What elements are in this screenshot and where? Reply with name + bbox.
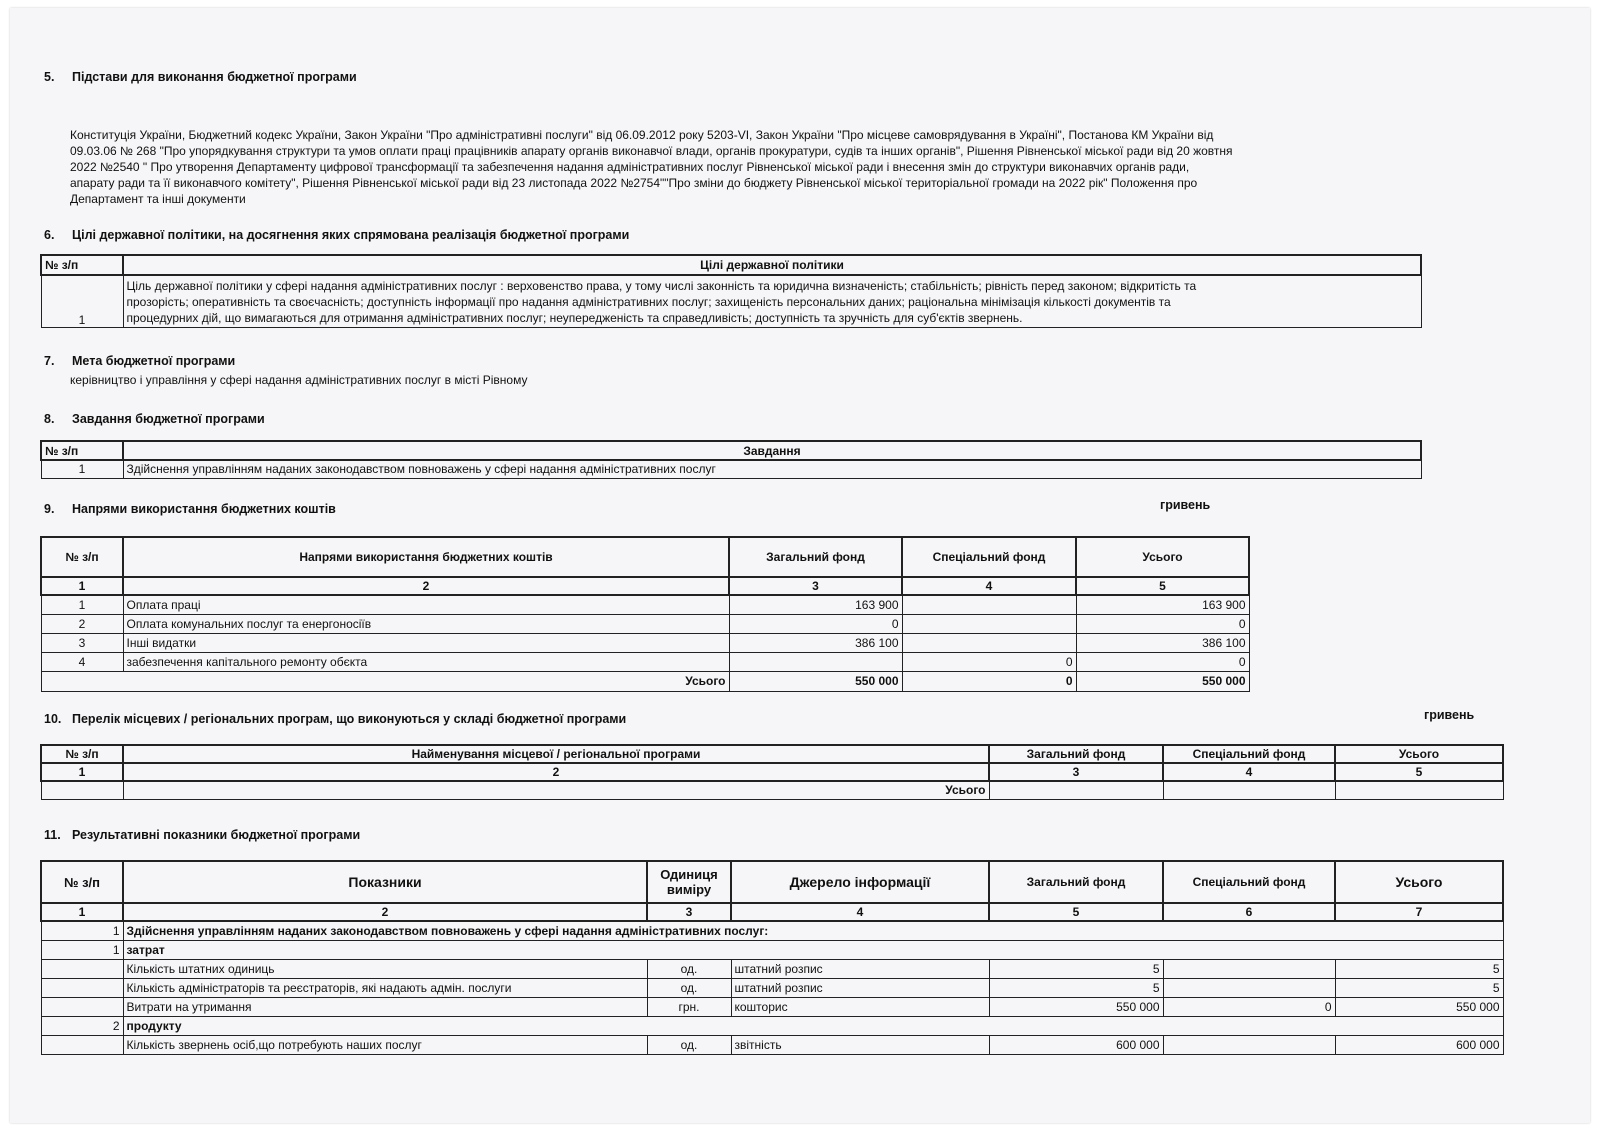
col-number: 3 <box>729 577 902 595</box>
col-number: 2 <box>123 577 729 595</box>
col-number: 6 <box>1163 903 1335 921</box>
col-number: 1 <box>41 577 123 595</box>
col-header-num: № з/п <box>41 255 123 275</box>
total-row: Усього 550 000 0 550 000 <box>41 671 1249 691</box>
col-header: № з/п <box>41 537 123 577</box>
document-page <box>10 8 1590 1123</box>
col-header: № з/п <box>41 745 123 763</box>
text-line: Департамент та інші документи <box>70 192 246 206</box>
section-10-unit: гривень <box>1424 708 1475 722</box>
table-row: 1 Оплата праці 163 900 163 900 <box>41 595 1249 614</box>
col-number: 4 <box>731 903 989 921</box>
tasks-table <box>40 440 1422 479</box>
col-number: 2 <box>123 763 989 781</box>
section-5-text <box>70 127 1470 207</box>
col-header: Спеціальний фонд <box>902 537 1076 577</box>
col-number: 5 <box>1076 577 1249 595</box>
table-row: Витрати на утримання грн. кошторис 550 000 0 550 000 <box>41 997 1503 1016</box>
section-9-heading: 9. Напрями використання бюджетних коштів <box>44 502 336 516</box>
col-number: 1 <box>41 763 123 781</box>
goal-row-num: 1 <box>41 275 123 327</box>
col-number: 4 <box>1163 763 1335 781</box>
col-number: 4 <box>902 577 1076 595</box>
col-header: Показники <box>123 861 647 903</box>
col-header: Загальний фонд <box>989 861 1163 903</box>
col-header-task: Завдання <box>123 441 1421 460</box>
col-number: 2 <box>123 903 647 921</box>
col-header: Спеціальний фонд <box>1163 745 1335 763</box>
col-header: Джерело інформації <box>731 861 989 903</box>
col-header: Найменування місцевої / регіональної програми <box>123 745 989 763</box>
col-header: Спеціальний фонд <box>1163 861 1335 903</box>
section-7-text: керівництво і управління у сфері надання адміністративних послуг в місті Рівному <box>70 373 528 387</box>
col-header: Одиниця виміру <box>647 861 731 903</box>
col-number: 5 <box>1335 763 1503 781</box>
table-row: 4 забезпечення капітального ремонту обєкта 0 0 <box>41 652 1249 671</box>
section-11-heading: 11. Результативні показники бюджетної програми <box>44 828 361 842</box>
task-row: 1 Здійснення управлінням наданих законодавством повноважень у сфері надання адміністративних послуг: <box>41 921 1503 940</box>
col-number: 3 <box>647 903 731 921</box>
table-row: Кількість штатних одиниць од. штатний розпис 5 5 <box>41 959 1503 978</box>
col-header: Загальний фонд <box>989 745 1163 763</box>
section-9-unit: гривень <box>1160 498 1211 512</box>
text-line: Конституція України, Бюджетний кодекс України, Закон України "Про адміністративні послуги" від 06.09.2012 року 5203-VI, Закон України "Про місцеве самоврядування в Україні", Постанова КМ України від <box>70 128 1214 142</box>
col-number: 5 <box>989 903 1163 921</box>
task-row-text: Здійснення управлінням наданих законодавством повноважень у сфері надання адміністративних послуг <box>123 460 1421 478</box>
col-header-num: № з/п <box>41 441 123 460</box>
col-number: 7 <box>1335 903 1503 921</box>
col-header: Усього <box>1335 861 1503 903</box>
section-8-heading: 8. Завдання бюджетної програми <box>44 412 265 426</box>
table-row: 2 Оплата комунальних послуг та енергоносіїв 0 0 <box>41 614 1249 633</box>
group-row: 2 продукту <box>41 1016 1503 1035</box>
col-number: 1 <box>41 903 123 921</box>
spending-table <box>40 536 1250 692</box>
text-line: 2022 №2540 " Про утворення Департаменту цифрової трансформації та забезпечення надання адміністративних послуг Рівненської міської ради і внесення змін до структури виконавчих органів ради, <box>70 160 1190 174</box>
section-7-heading: 7. Мета бюджетної програми <box>44 354 236 368</box>
text-line: 09.03.06 № 268 "Про упорядкування структури та умов оплати праці працівників апарату органів виконавчої влади, органів прокуратури, судів та інших органів", Рішення Рівненської міської ради від 20 жовтня <box>70 144 1233 158</box>
col-header: Усього <box>1335 745 1503 763</box>
col-header: Усього <box>1076 537 1249 577</box>
col-header: Напрями використання бюджетних коштів <box>123 537 729 577</box>
col-number: 3 <box>989 763 1163 781</box>
goal-row-text: Ціль державної політики у сфері надання адміністративних послуг : верховенство права, у тому числі законність та юридична визначеність; стабільність; рівність перед законом; відкритість та прозорість; оперативність та своєчасність; доступність інформації про надання адміністративних послуг; захищеність персональних даних; раціональна мінімізація кількості документів та процедурних дій, що вимагаються для отримання адміністративних послуг; неупередженість та справедливість; доступність та зручність для суб'єктів звернень. <box>123 275 1421 327</box>
col-header: Загальний фонд <box>729 537 902 577</box>
group-row: 1 затрат <box>41 940 1503 959</box>
table-row: 3 Інші видатки 386 100 386 100 <box>41 633 1249 652</box>
table-row: Кількість звернень осіб,що потребують наших послуг од. звітність 600 000 600 000 <box>41 1035 1503 1054</box>
section-5-heading: 5. Підстави для виконання бюджетної програми <box>44 70 357 84</box>
text-line: апарату ради та її виконавчого комітету", Рішення Рівненської міської ради від 23 листопада 2022 №2754""Про зміни до бюджету Рівненської міської територіальної громади на 2022 рік" Положення про <box>70 176 1198 190</box>
regional-programs-table <box>40 744 1504 800</box>
goals-table <box>40 254 1422 328</box>
indicators-table <box>40 860 1504 1055</box>
col-header: № з/п <box>41 861 123 903</box>
section-10-heading: 10. Перелік місцевих / регіональних програм, що виконуються у складі бюджетної програми <box>44 712 627 726</box>
total-row: Усього <box>41 781 1503 799</box>
col-header-goal: Цілі державної політики <box>123 255 1421 275</box>
section-6-heading: 6. Цілі державної політики, на досягнення яких спрямована реалізація бюджетної програми <box>44 228 630 242</box>
table-row: Кількість адміністраторів та реєстраторів, які надають адмін. послуги од. штатний розпис 5 5 <box>41 978 1503 997</box>
task-row-num: 1 <box>41 460 123 478</box>
